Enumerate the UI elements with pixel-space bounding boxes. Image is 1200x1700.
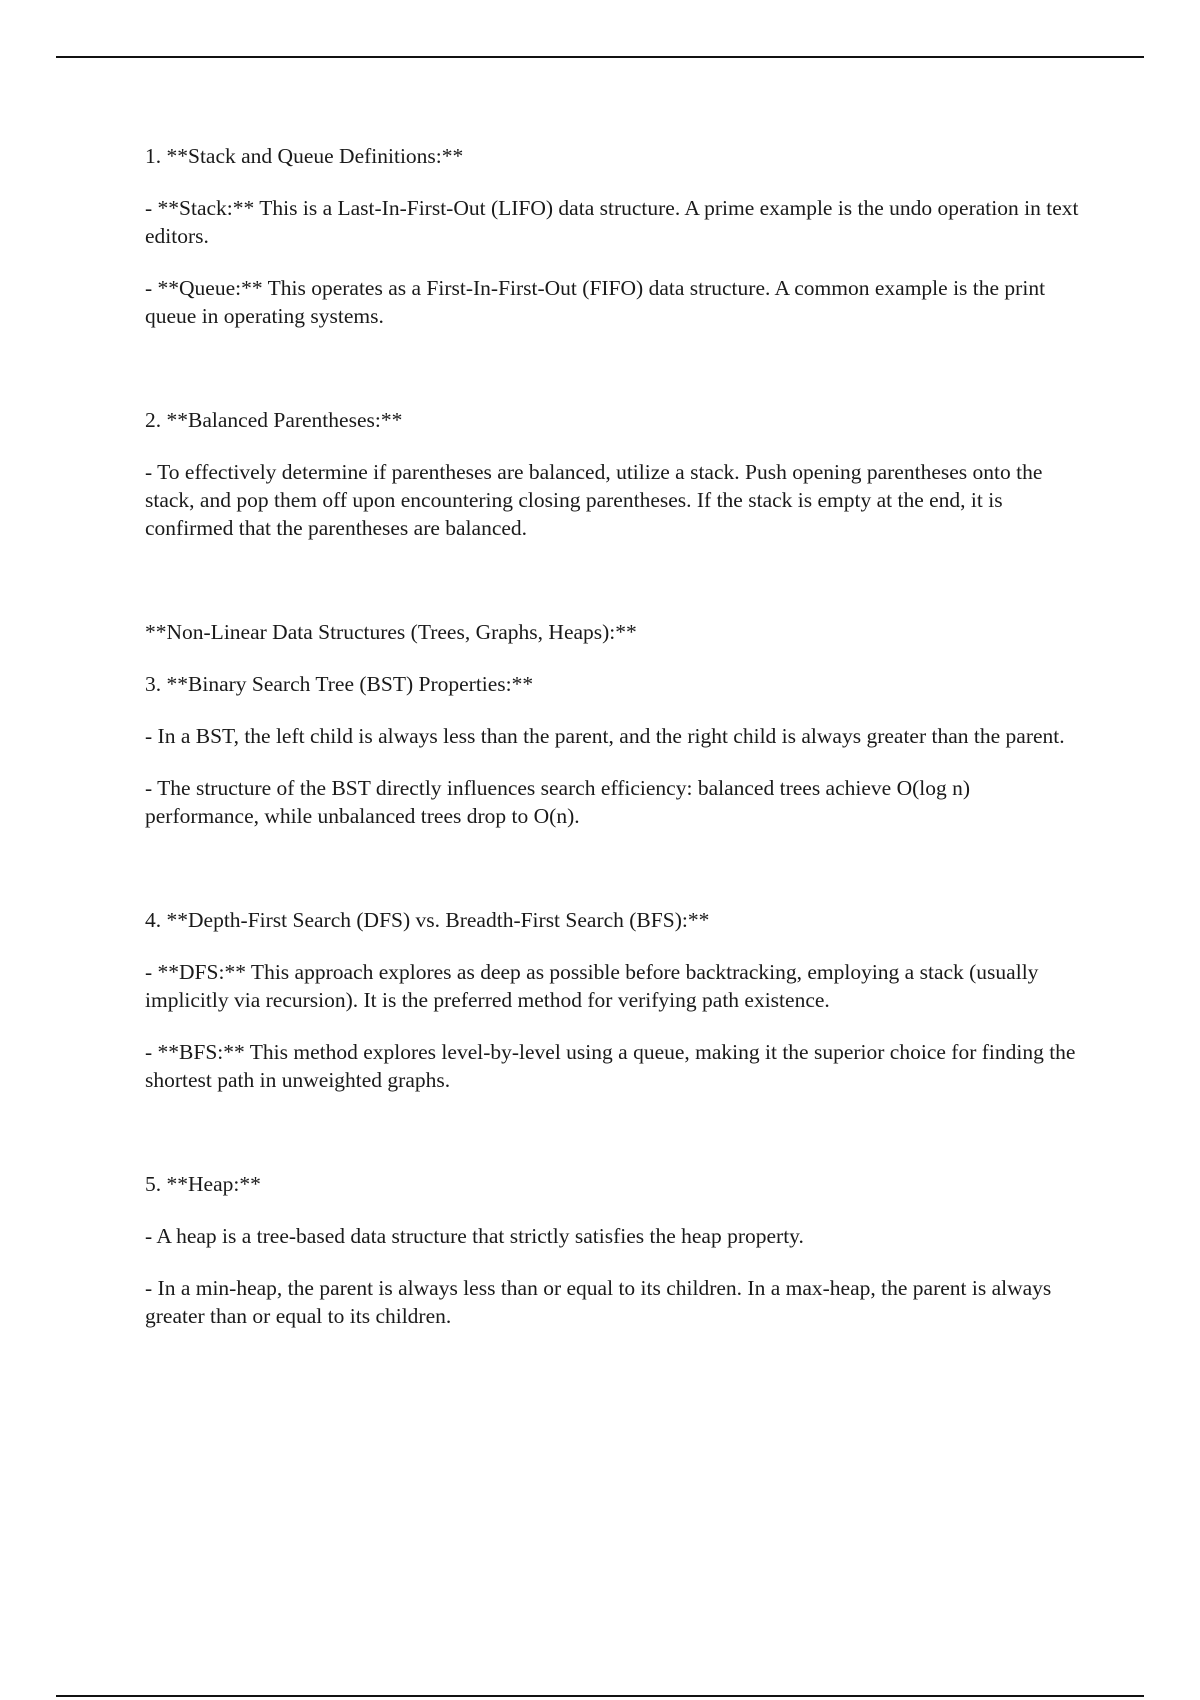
paragraph-bst-order: - In a BST, the left child is always less than the parent, and the right child is always greater than the parent. xyxy=(145,724,1065,748)
top-rule xyxy=(56,56,1144,58)
section-heading-heap: 5. **Heap:** xyxy=(145,1172,261,1196)
paragraph-dfs: - **DFS:** This approach explores as deep as possible before backtracking, employing a stack (usually implicitly via recursion). It is the preferred method for verifying path existence. xyxy=(145,960,1039,1012)
section-heading-bst: 3. **Binary Search Tree (BST) Properties:** xyxy=(145,672,534,696)
paragraph-heap-definition: - A heap is a tree-based data structure that strictly satisfies the heap property. xyxy=(145,1224,804,1248)
paragraph-stack: - **Stack:** This is a Last-In-First-Out (LIFO) data structure. A prime example is the undo operation in text editors. xyxy=(145,196,1079,248)
paragraph-bfs: - **BFS:** This method explores level-by-level using a queue, making it the superior choice for finding the shortest path in unweighted graphs. xyxy=(145,1040,1076,1092)
paragraph-queue: - **Queue:** This operates as a First-In-First-Out (FIFO) data structure. A common example is the print queue in operating systems. xyxy=(145,276,1046,328)
document-body xyxy=(145,142,1085,1354)
paragraph-heap-min-max: - In a min-heap, the parent is always less than or equal to its children. In a max-heap, the parent is always greater than or equal to its children. xyxy=(145,1276,1052,1328)
paragraph-balanced-parentheses: - To effectively determine if parentheses are balanced, utilize a stack. Push opening parentheses onto the stack, and pop them off upon encountering closing parentheses. If the stack is empty at the end, it is confirmed that the parentheses are balanced. xyxy=(145,460,1043,540)
bottom-rule xyxy=(56,1695,1144,1697)
section-heading-balanced-parentheses: 2. **Balanced Parentheses:** xyxy=(145,408,403,432)
section-heading-non-linear: **Non-Linear Data Structures (Trees, Graphs, Heaps):** xyxy=(145,620,637,644)
section-heading-dfs-bfs: 4. **Depth-First Search (DFS) vs. Breadth-First Search (BFS):** xyxy=(145,908,710,932)
paragraph-bst-efficiency: - The structure of the BST directly influences search efficiency: balanced trees achieve O(log n) performance, while unbalanced trees drop to O(n). xyxy=(145,776,971,828)
section-heading-stack-queue: 1. **Stack and Queue Definitions:** xyxy=(145,144,464,168)
